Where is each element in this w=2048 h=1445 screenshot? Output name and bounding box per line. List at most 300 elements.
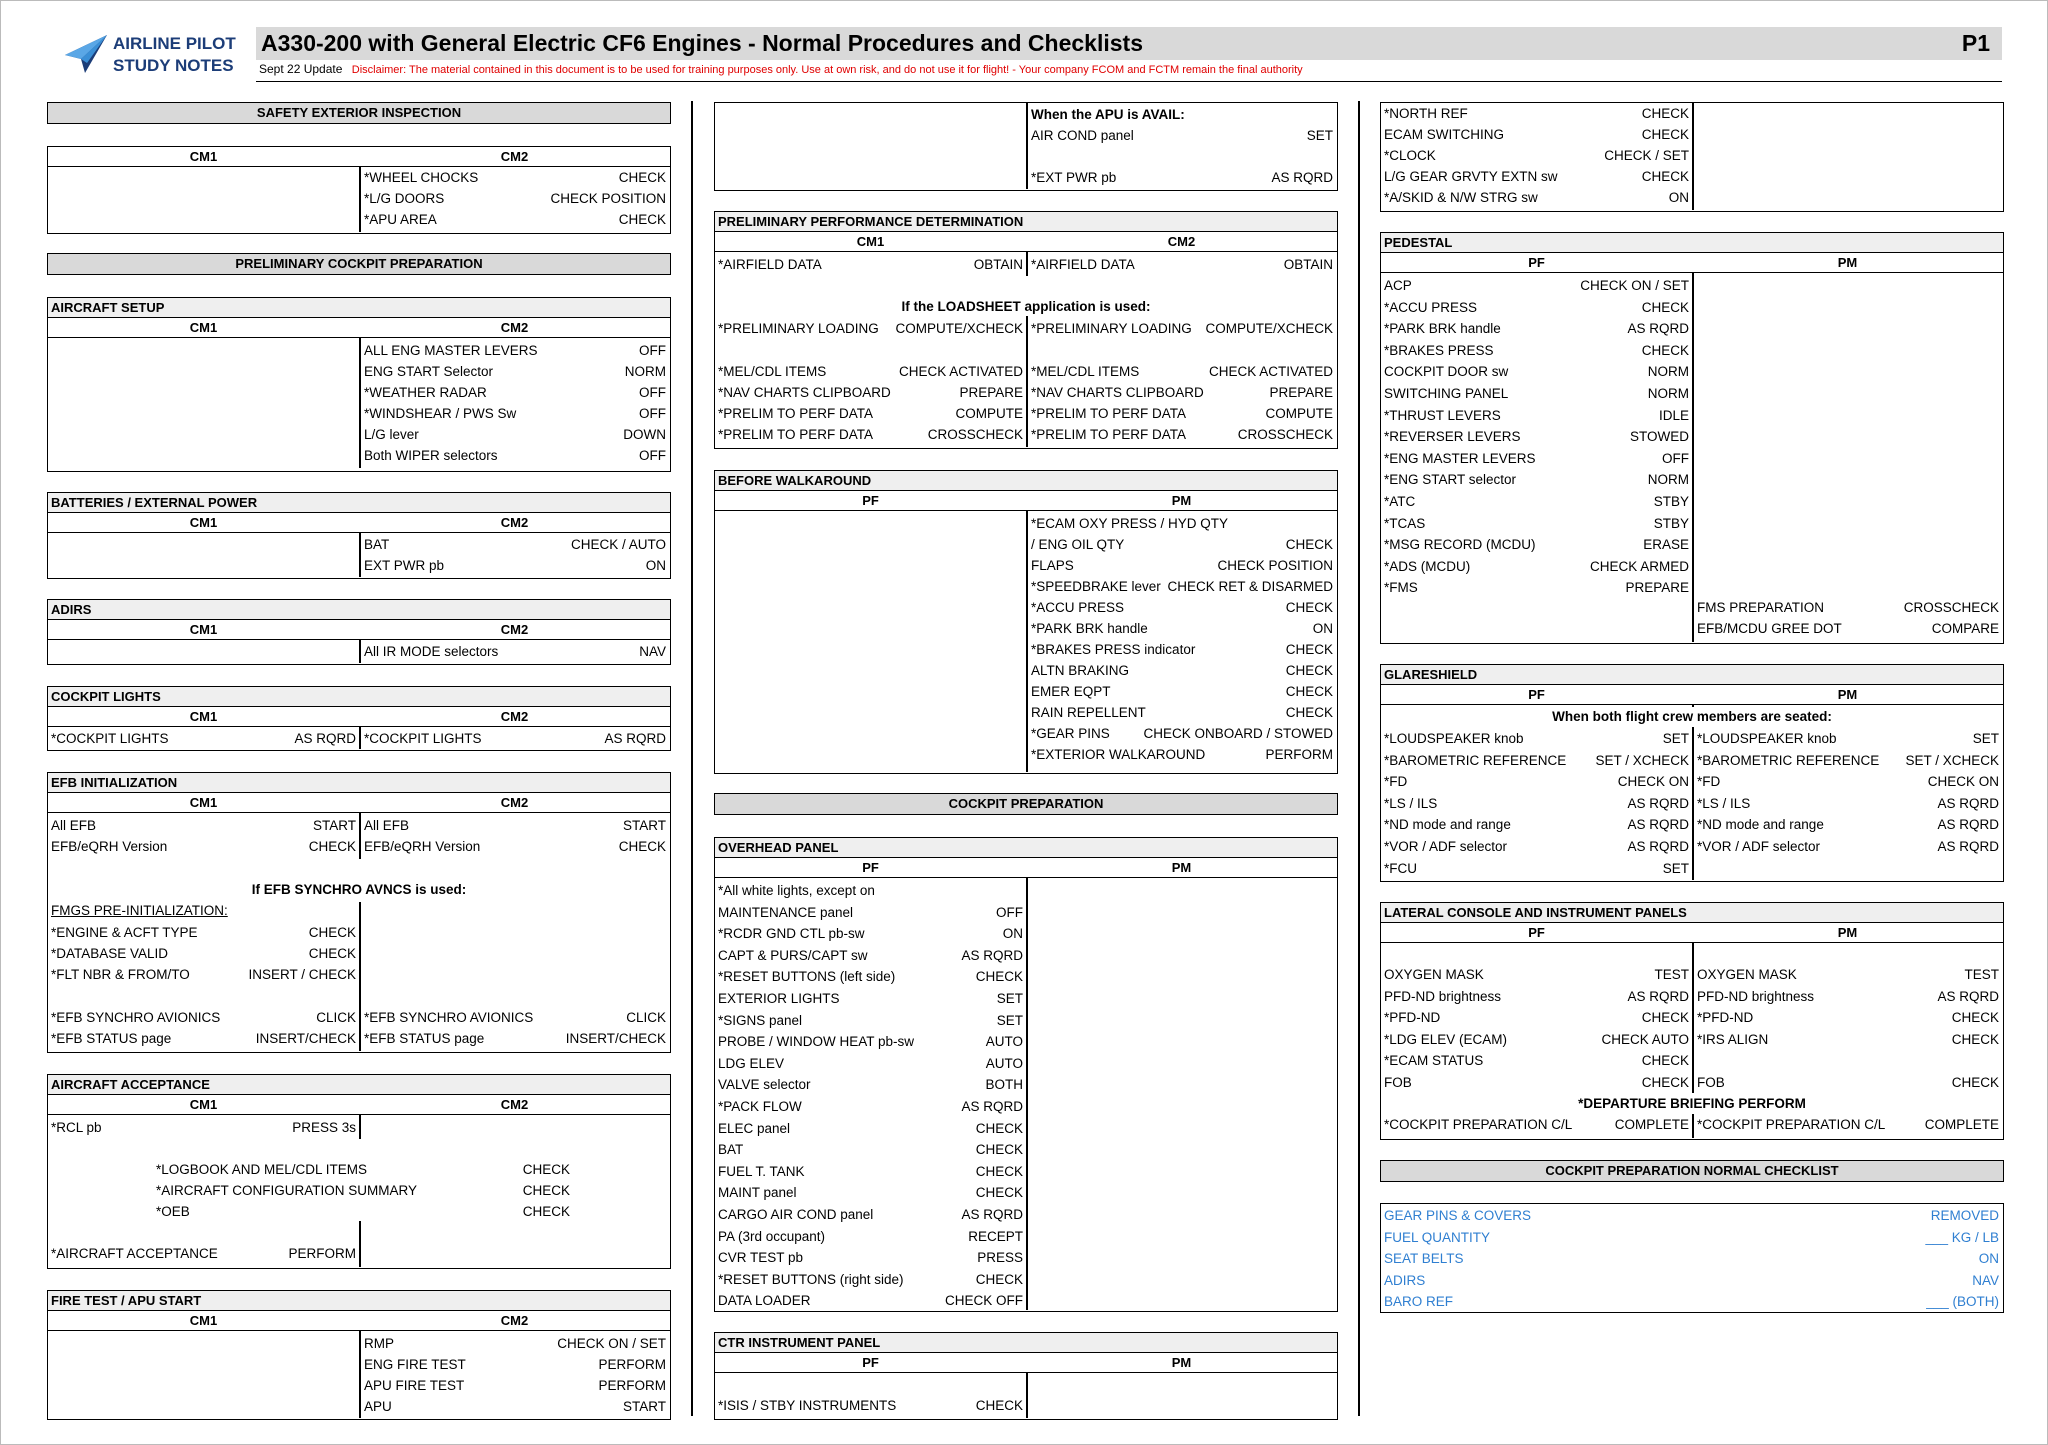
item: *CLOCK (1384, 148, 1436, 163)
value: NORM (1647, 386, 1689, 401)
item: FUEL T. TANK (718, 1163, 805, 1179)
condition-note: If the LOADSHEET application is used: (901, 299, 1151, 314)
value: INSERT / CHECK (248, 967, 356, 982)
list-item (1381, 1248, 2002, 1269)
overhead-panel-block (714, 837, 1338, 1312)
item: *PFD-ND (1697, 1010, 1754, 1026)
list-item (715, 923, 1026, 944)
list-item (715, 1118, 1026, 1139)
item: *MEL/CDL ITEMS (718, 364, 827, 379)
list-item (1028, 125, 1336, 146)
item: ALTN BRAKING (1031, 663, 1130, 678)
item: MAINT panel (718, 1185, 797, 1201)
item: BAT (364, 537, 390, 552)
item: *GEAR PINS (1031, 726, 1110, 741)
value: CHECK (975, 1142, 1023, 1158)
list-item (1028, 403, 1336, 424)
block-body (48, 533, 670, 577)
item: *REVERSER LEVERS (1384, 429, 1521, 445)
paper-plane-icon (63, 33, 109, 75)
item: *WHEEL CHOCKS (364, 170, 479, 185)
item: ECAM SWITCHING (1384, 127, 1504, 142)
list-item (715, 988, 1026, 1009)
value: ___ KG / LB (1925, 1229, 1999, 1245)
list-item (361, 1396, 669, 1417)
list-item (1381, 771, 1692, 792)
value: START (622, 818, 666, 833)
item: L/G lever (364, 427, 419, 442)
value: CHECK ON (1927, 774, 1999, 790)
list-item (361, 403, 669, 424)
value: PREPARE (1269, 385, 1333, 400)
cm2-header: CM2 (500, 622, 529, 637)
item: FOB (1384, 1075, 1412, 1090)
value: ERASE (1643, 537, 1689, 553)
list-item (715, 1226, 1026, 1247)
item: *L/G DOORS (364, 191, 445, 206)
value: AUTO (985, 1034, 1023, 1050)
list-item (1028, 513, 1336, 534)
item: *LDG ELEV (ECAM) (1384, 1031, 1508, 1047)
logo-line-1: AIRLINE PILOT (113, 34, 236, 53)
list-item (1381, 964, 1692, 985)
value: CHECK POSITION (1217, 558, 1333, 573)
cm1-header: CM1 (189, 149, 218, 164)
block-body (1381, 103, 2003, 210)
item: APU (364, 1399, 392, 1414)
list-item (1028, 639, 1336, 660)
value: CHECK ONBOARD / STOWED (1143, 726, 1333, 741)
safety-exterior-header: SAFETY EXTERIOR INSPECTION (47, 102, 671, 124)
item: GEAR PINS & COVERS (1384, 1208, 1532, 1223)
normal-checklist-block (1380, 1203, 2004, 1313)
block-title: EFB INITIALIZATION (48, 773, 670, 793)
value: CHECK (1285, 642, 1333, 657)
pf-header: PF (1528, 925, 1545, 940)
value: AS RQRD (1937, 839, 1999, 854)
value: CROSSCHECK (1237, 427, 1333, 442)
item: *ADS (MCDU) (1384, 558, 1471, 574)
item: *VOR / ADF selector (1697, 839, 1821, 854)
column-headers (48, 318, 670, 338)
list-item (153, 1159, 573, 1180)
value: CHECK ARMED (1589, 558, 1689, 574)
item: *COCKPIT LIGHTS (51, 731, 169, 746)
list-item (715, 361, 1026, 382)
departure-briefing-note: *DEPARTURE BRIEFING PERFORM (1578, 1096, 1806, 1111)
item: *ATC (1384, 494, 1416, 509)
column-headers (715, 858, 1337, 878)
column-headers (48, 620, 670, 640)
list-item (361, 641, 669, 662)
value: AS RQRD (294, 731, 356, 746)
item: When the APU is AVAIL: (1031, 107, 1185, 122)
item: *WEATHER RADAR (364, 385, 487, 400)
list-item (715, 902, 1026, 923)
cm2-header: CM2 (500, 320, 529, 335)
value: CHECK (975, 969, 1023, 985)
list-item (153, 1201, 573, 1222)
list-item (1381, 728, 1692, 749)
item: *FD (1697, 774, 1721, 790)
list-item (48, 943, 359, 964)
item: PFD-ND brightness (1697, 988, 1815, 1004)
value: PERFORM (1265, 747, 1333, 762)
item: *FMS (1384, 580, 1418, 596)
list-item (361, 555, 669, 576)
batteries-block (47, 492, 671, 579)
value: REMOVED (1930, 1208, 1999, 1223)
value: CHECK (1285, 663, 1333, 678)
list-item (48, 1243, 359, 1264)
value: NORM (1647, 472, 1689, 488)
item: *EFB STATUS page (364, 1031, 485, 1046)
list-item (361, 361, 669, 382)
value: OFF (639, 406, 666, 421)
value: IDLE (1658, 407, 1689, 423)
list-item (361, 340, 669, 361)
list-item (715, 945, 1026, 966)
cm1-header: CM1 (189, 1097, 218, 1112)
value: CHECK (618, 212, 666, 227)
column-divider-2 (1358, 101, 1360, 1416)
list-item (1381, 361, 1692, 382)
aircraft-acceptance-block (47, 1074, 671, 1269)
value: CHECK ACTIVATED (898, 364, 1023, 379)
list-item (1028, 723, 1336, 744)
value: BOTH (985, 1077, 1023, 1093)
item: *PACK FLOW (718, 1099, 802, 1114)
value: SET (1306, 128, 1333, 143)
list-item (361, 1007, 669, 1028)
list-item (1381, 124, 1692, 145)
list-item (1381, 1227, 2002, 1248)
item: *TCAS (1384, 515, 1426, 531)
value: PERFORM (288, 1246, 356, 1261)
item: *ECAM OXY PRESS / HYD QTY (1031, 516, 1229, 531)
column-headers (48, 793, 670, 813)
value: CHECK (1285, 537, 1333, 552)
block-body (1381, 273, 2003, 642)
column-headers (48, 1311, 670, 1331)
list-item (1381, 1050, 1692, 1071)
item: SWITCHING PANEL (1384, 386, 1509, 401)
value: TEST (1654, 967, 1689, 982)
column-headers (715, 1353, 1337, 1373)
divider (359, 1221, 361, 1267)
list-item (361, 815, 669, 836)
divider (1026, 878, 1028, 1310)
header-rule (256, 81, 2002, 82)
block-title: OVERHEAD PANEL (715, 838, 1337, 858)
list-item (1028, 318, 1336, 339)
cm2-header: CM2 (500, 515, 529, 530)
condition-note (1028, 104, 1336, 125)
list-item (715, 1269, 1026, 1290)
block-body (715, 103, 1337, 189)
value: SET (996, 1012, 1023, 1028)
block-body (48, 1331, 670, 1418)
list-item (1694, 1029, 2002, 1050)
list-item (361, 188, 669, 209)
item: APU FIRE TEST (364, 1378, 465, 1393)
value: OFF (639, 385, 666, 400)
glareshield-block (1380, 664, 2004, 882)
value: AS RQRD (1937, 795, 1999, 811)
item: ENG FIRE TEST (364, 1357, 466, 1372)
value: CHECK (618, 170, 666, 185)
column-headers (715, 232, 1337, 252)
list-item (1381, 1205, 2002, 1226)
item: PROBE / WINDOW HEAT pb-sw (718, 1034, 915, 1050)
list-item (1381, 103, 1692, 124)
cm1-header: CM1 (189, 622, 218, 637)
item: *PRELIM TO PERF DATA (718, 406, 874, 421)
item: *AIRFIELD DATA (718, 257, 822, 272)
list-item (1694, 750, 2002, 771)
item: *PFD-ND (1384, 1010, 1441, 1026)
item: VALVE selector (718, 1077, 811, 1093)
list-item (361, 1333, 669, 1354)
value: CHECK (522, 1183, 570, 1198)
list-item (361, 424, 669, 445)
list-item (361, 167, 669, 188)
value: SET (1662, 731, 1689, 746)
item: *PRELIMINARY LOADING (1031, 321, 1192, 336)
list-item (1694, 728, 2002, 749)
lateral-console-block (1380, 902, 2004, 1140)
item: *OEB (156, 1204, 190, 1219)
value: NAV (1972, 1272, 1999, 1288)
value: CHECK ON / SET (1580, 278, 1689, 293)
cm1-header: CM1 (189, 320, 218, 335)
block-body (715, 1373, 1337, 1418)
block-body (48, 167, 670, 232)
list-item (1381, 836, 1692, 857)
value: PREPARE (1625, 580, 1689, 596)
value: CHECK (522, 1162, 570, 1177)
list-item (1694, 1050, 2002, 1071)
fire-test-block (47, 1290, 671, 1420)
item: RAIN REPELLENT (1031, 705, 1146, 720)
list-item (1381, 426, 1692, 447)
block-body (48, 1115, 670, 1267)
item: EFB/MCDU GREE DOT (1697, 621, 1842, 636)
list-item (715, 1010, 1026, 1031)
value: AS RQRD (1627, 988, 1689, 1004)
item: OXYGEN MASK (1697, 967, 1797, 982)
item: *COCKPIT PREPARATION C/L (1384, 1117, 1573, 1132)
item: All EFB (51, 818, 97, 833)
top-continuation-block (1380, 102, 2004, 212)
value: AS RQRD (1627, 795, 1689, 811)
item: *ENG START selector (1384, 472, 1517, 488)
list-item (48, 815, 359, 836)
block-title: LATERAL CONSOLE AND INSTRUMENT PANELS (1381, 903, 2003, 923)
block-title: AIRCRAFT ACCEPTANCE (48, 1075, 670, 1095)
list-item (715, 1096, 1026, 1117)
list-item (715, 1290, 1026, 1311)
cm1-header: CM1 (189, 795, 218, 810)
item: CAPT & PURS/CAPT sw (718, 947, 868, 963)
list-item (1381, 318, 1692, 339)
list-item (1028, 534, 1336, 555)
list-item (715, 1161, 1026, 1182)
block-title: BEFORE WALKAROUND (715, 471, 1337, 491)
value: COMPLETE (1924, 1117, 1999, 1132)
value: SET / XCHECK (1905, 752, 1999, 768)
item: FMGS PRE-INITIALIZATION: (51, 903, 228, 918)
value: CHECK (618, 839, 666, 854)
value: COMPLETE (1614, 1117, 1689, 1132)
list-item (1694, 814, 2002, 835)
list-item (715, 1074, 1026, 1095)
item: All IR MODE selectors (364, 644, 499, 659)
value: PRESS (977, 1250, 1023, 1266)
cm1-header: CM1 (189, 709, 218, 724)
cockpit-preparation-header: COCKPIT PREPARATION (714, 793, 1338, 815)
list-item (361, 1354, 669, 1375)
cockpit-lights-block (47, 686, 671, 751)
divider (1692, 273, 1694, 642)
block-title: PEDESTAL (1381, 233, 2003, 253)
list-item (48, 922, 359, 943)
list-item (715, 318, 1026, 339)
list-item (361, 1375, 669, 1396)
value: AS RQRD (961, 947, 1023, 963)
value: START (622, 1399, 666, 1414)
value: AS RQRD (1627, 321, 1689, 337)
item: CVR TEST pb (718, 1250, 804, 1266)
value: CHECK (1285, 600, 1333, 615)
block-title: COCKPIT LIGHTS (48, 687, 670, 707)
item: *SPEEDBRAKE lever (1031, 579, 1161, 594)
list-item (48, 836, 359, 857)
cm1-header: CM1 (189, 515, 218, 530)
item: *ENG MASTER LEVERS (1384, 450, 1536, 466)
item: *IRS ALIGN (1697, 1031, 1769, 1047)
pedestal-block (1380, 232, 2004, 644)
item: COCKPIT DOOR sw (1384, 364, 1509, 380)
list-item (1381, 491, 1692, 512)
value: AS RQRD (1627, 817, 1689, 833)
item: *PARK BRK handle (1031, 621, 1148, 636)
value: PRESS 3s (292, 1120, 356, 1135)
value: CHECK (1285, 684, 1333, 699)
item: *RCDR GND CTL pb-sw (718, 926, 865, 942)
pm-header: PM (1171, 1355, 1192, 1370)
list-item (1028, 660, 1336, 681)
divider (1692, 103, 1694, 210)
value: AS RQRD (1271, 170, 1333, 185)
value: CHECK (1951, 1075, 1999, 1090)
value: CHECK (522, 1204, 570, 1219)
list-item (715, 403, 1026, 424)
item: *PRELIMINARY LOADING (718, 321, 879, 336)
value: OFF (639, 343, 666, 358)
pm-header: PM (1171, 493, 1192, 508)
item: *DATABASE VALID (51, 946, 169, 961)
list-item (1381, 986, 1692, 1007)
value: COMPUTE (1265, 406, 1333, 421)
value: CHECK (1641, 169, 1689, 184)
list-item (361, 534, 669, 555)
item: FMS PREPARATION (1697, 600, 1825, 615)
value: CHECK / AUTO (570, 537, 666, 552)
item: *ACCU PRESS (1384, 299, 1478, 315)
value: OFF (996, 904, 1023, 920)
list-item (1694, 793, 2002, 814)
list-item (1381, 534, 1692, 555)
list-item (1381, 1072, 1692, 1093)
pf-header: PF (862, 860, 879, 875)
list-item (48, 1007, 359, 1028)
list-item (1381, 750, 1692, 771)
block-body (715, 511, 1337, 772)
list-item (715, 382, 1026, 403)
item: CARGO AIR COND panel (718, 1207, 874, 1222)
list-item (1381, 1029, 1692, 1050)
title-bar (256, 27, 2002, 60)
value: CHECK RET & DISARMED (1167, 579, 1333, 594)
ctr-instrument-block (714, 1332, 1338, 1420)
list-item (1028, 597, 1336, 618)
value: ON (645, 558, 666, 573)
value: SET (996, 991, 1023, 1006)
item: *EFB SYNCHRO AVIONICS (51, 1010, 221, 1025)
item: DATA LOADER (718, 1293, 811, 1309)
item: ELEC panel (718, 1120, 791, 1136)
pm-header: PM (1837, 687, 1858, 702)
list-item (361, 445, 669, 466)
pm-header: PM (1171, 860, 1192, 875)
column-headers (48, 513, 670, 533)
list-item (1381, 793, 1692, 814)
list-item (361, 1028, 669, 1049)
item: EXTERIOR LIGHTS (718, 991, 840, 1006)
safety-exterior-block (47, 146, 671, 234)
value: TEST (1964, 967, 1999, 982)
item: EXT PWR pb (364, 558, 445, 573)
value: CHECK (308, 946, 356, 961)
list-item (1028, 618, 1336, 639)
list-item (715, 1031, 1026, 1052)
list-item (1028, 744, 1336, 765)
list-item (1028, 555, 1336, 576)
value: CHECK (975, 1185, 1023, 1201)
value: PERFORM (598, 1378, 666, 1393)
item: *AIRCRAFT CONFIGURATION SUMMARY (156, 1183, 418, 1198)
item: *LOUDSPEAKER knob (1384, 731, 1524, 746)
value: STBY (1653, 494, 1689, 509)
list-item (1381, 383, 1692, 404)
list-item (1694, 1007, 2002, 1028)
value: AS RQRD (1937, 817, 1999, 833)
preliminary-performance-block (714, 211, 1338, 449)
item: *PRELIM TO PERF DATA (1031, 406, 1187, 421)
value: CHECK ON (1617, 774, 1689, 790)
item: EFB/eQRH Version (364, 839, 481, 854)
item: EFB/eQRH Version (51, 839, 168, 854)
page-number: P1 (1961, 30, 1990, 56)
column-headers (715, 491, 1337, 511)
item: PFD-ND brightness (1384, 988, 1502, 1004)
item: *APU AREA (364, 212, 437, 227)
list-item (361, 382, 669, 403)
value: CHECK AUTO (1601, 1031, 1689, 1047)
pf-header: PF (1528, 687, 1545, 702)
item: FLAPS (1031, 558, 1074, 573)
